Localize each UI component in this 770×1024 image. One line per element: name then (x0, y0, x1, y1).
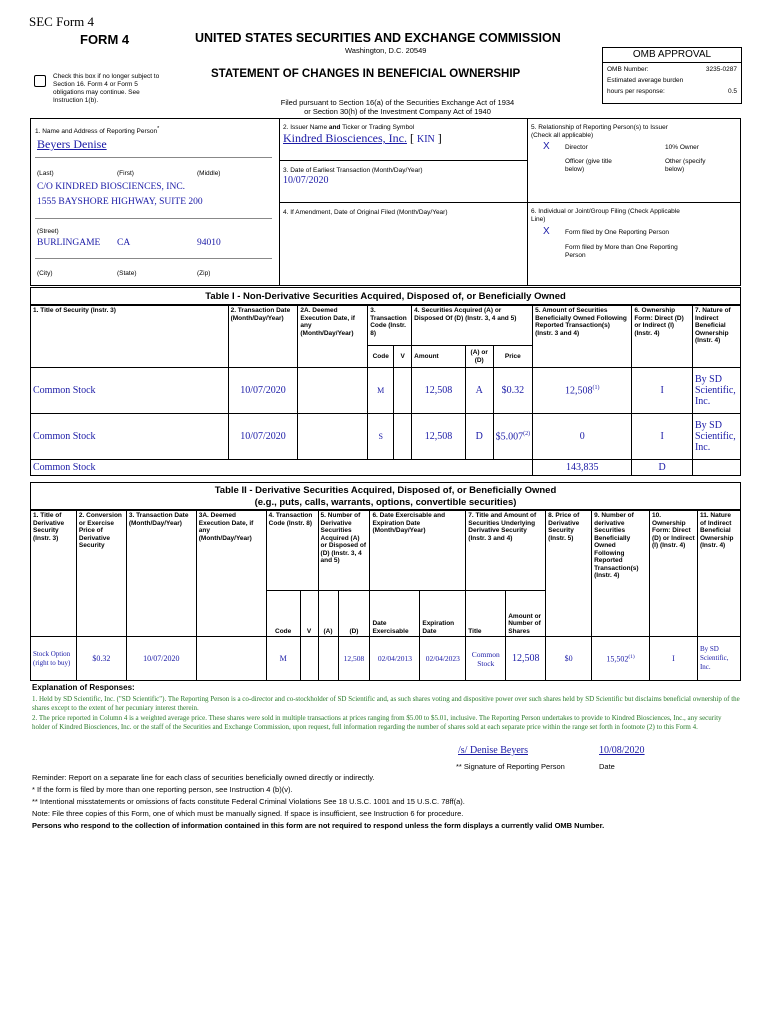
t1-h7: 7. Nature of Indirect Beneficial Ownership (Instr. 4) (692, 306, 740, 368)
t2-r0-a (318, 637, 338, 681)
table2-title: Table II - Derivative Securities Acquired, Disposed of, or Beneficially Owned (e.g., puts, calls, warrants, options, convertible securities) (30, 482, 741, 510)
reporting-person-name[interactable]: Beyers Denise (37, 137, 107, 151)
t1-r1-nature: By SD Scientific, Inc. (692, 414, 740, 460)
no-longer-subject-checkbox[interactable] (34, 75, 46, 87)
t2-h11: 11. Nature of Indirect Beneficial Ownership (Instr. 4) (697, 511, 740, 637)
t1-r0-date: 10/07/2020 (228, 368, 298, 414)
t1-r0-code: M (368, 368, 394, 414)
middle-label: (Middle) (197, 170, 221, 177)
t1-h1: 1. Title of Security (Instr. 3) (31, 306, 229, 368)
t2-h8: 8. Price of Derivative Security (Instr. 5) (546, 511, 592, 637)
omb-approval-box (602, 47, 742, 104)
table-row (31, 637, 741, 681)
t1-sub-ad: (A) or (D) (465, 346, 493, 368)
officer-label: Officer (give title below) (565, 158, 612, 173)
t2-r0-owned: 15,502$^{(1)}$ (592, 637, 650, 681)
t1-r0-amount: 12,508 (412, 368, 466, 414)
note-multiple: * If the form is filed by more than one reporting person, see Instruction 4 (b)(v). (32, 785, 293, 794)
director-mark[interactable]: X (543, 141, 550, 152)
t2-h9: 9. Number of derivative Securities Beneficially Owned Following Reported Transaction(s) (Instr. 4) (592, 511, 650, 637)
t2-r0-code: M (266, 637, 300, 681)
statement-title: STATEMENT OF CHANGES IN BENEFICIAL OWNERSHIP (211, 68, 521, 80)
t1-r0-owned: 12,508$^{(1)}$ (533, 368, 632, 414)
t2-sub-code: Code (266, 591, 300, 637)
t2-h3: 3. Transaction Date (Month/Day/Year) (126, 511, 196, 637)
t1-r1-amount: 12,508 (412, 414, 466, 460)
omb-number: 3235-0287 (705, 66, 737, 73)
last-label: (Last) (37, 170, 54, 177)
signature-date: 10/08/2020 (599, 745, 645, 756)
t1-sub-price: Price (493, 346, 533, 368)
t1-r0-v (394, 368, 412, 414)
footnote-2: 2. The price reported in Column 4 is a weighted average price. These shares were sold in multiple transactions at prices ranging from $5.00 to $5.01, inclusive. The Reporting Person undertakes to provide to Kindred Biosciences, Inc., any security holder of Kindred Biosciences, Inc. or the staff of the Securities and Exchange Commission, upon request, full information regarding the number of shares sold at each separate price within the range set forth in footnote (2) to this Form 4. (32, 714, 722, 731)
one-person-mark[interactable]: X (543, 226, 550, 237)
t2-r0-dprice: $0 (546, 637, 592, 681)
t2-sub-a: (A) (318, 591, 338, 637)
t1-r1-price: $5.007$^{(2)}$ (493, 414, 533, 460)
earliest-date: 10/07/2020 (283, 175, 329, 186)
t2-h10: 10. Ownership Form: Direct (D) or Indirect (I) (Instr. 4) (650, 511, 698, 637)
t1-h2: 2. Transaction Date (Month/Day/Year) (228, 306, 298, 368)
filed-pursuant: Filed pursuant to Section 16(a) of the Securities Exchange Act of 1934 or Section 30(h) of the Investment Company Act of 1940 (280, 98, 515, 116)
t1-r0-form: I (632, 368, 693, 414)
more-person-label: Form filed by More than One Reporting Person (565, 244, 678, 259)
t1-r1-code: S (368, 414, 394, 460)
t1-h3: 3. Transaction Code (Instr. 8) (368, 306, 412, 346)
t1-h6: 6. Ownership Form: Direct (D) or Indirect (I) (Instr. 4) (632, 306, 693, 368)
issuer-name-row: Kindred Biosciences, Inc. [ KIN ] (283, 131, 442, 145)
t2-r0-v (300, 637, 318, 681)
table2 (30, 510, 741, 681)
state-label: (State) (117, 270, 137, 277)
t1-r2-title: Common Stock (31, 460, 533, 476)
t2-sub-exp: Expiration Date (420, 591, 466, 637)
t1-h4: 4. Securities Acquired (A) or Disposed Of (D) (Instr. 3, 4 and 5) (412, 306, 533, 346)
omb-number-label: OMB Number: (607, 66, 649, 73)
agency-location: Washington, D.C. 20549 (345, 46, 427, 55)
t1-sub-amount: Amount (412, 346, 466, 368)
omb-burden-label: Estimated average burden (607, 77, 684, 84)
t2-sub-v: V (300, 591, 318, 637)
t1-h5: 5. Amount of Securities Beneficially Owned Following Reported Transaction(s) (Instr. 3 and 4) (533, 306, 632, 368)
t2-h3a: 3A. Deemed Execution Date, if any (Month/Day/Year) (196, 511, 266, 637)
note-misstatements: ** Intentional misstatements or omissions of facts constitute Federal Criminal Violations See 18 U.S.C. 1001 and 15 U.S.C. 78ff(a). (32, 797, 465, 806)
t2-sub-amount: Amount or Number of Shares (506, 591, 546, 637)
t1-r1-owned: 0 (533, 414, 632, 460)
t1-r0-nature: By SD Scientific, Inc. (692, 368, 740, 414)
note-copies: Note: File three copies of this Form, one of which must be manually signed. If space is insufficient, see Instruction 6 for procedure. (32, 809, 464, 818)
footnote-1: 1. Held by SD Scientific, Inc. ("SD Scientific"). The Reporting Person is a co-director and co-stockholder of SD Scientific and, as such shares voting and dispositive power over such shares held by SD Scientific but disclaims beneficial ownership of the shares except to the extent of her pecuniary interest therein. (32, 695, 740, 712)
t2-h6: 6. Date Exercisable and Expiration Date (Month/Day/Year) (370, 511, 466, 591)
t1-r0-title: Common Stock (31, 368, 229, 414)
t2-h7: 7. Title and Amount of Securities Underlying Derivative Security (Instr. 3 and 4) (466, 511, 546, 591)
t1-r2-owned: 143,835 (533, 460, 632, 476)
sec-form-label: SEC Form 4 (29, 14, 95, 29)
signature: /s/ Denise Beyers (458, 745, 528, 756)
form-label: FORM 4 (80, 32, 130, 47)
address-line-2: 1555 BAYSHORE HIGHWAY, SUITE 200 (37, 197, 203, 207)
t1-sub-code: Code (368, 346, 394, 368)
t2-h5: 5. Number of Derivative Securities Acquired (A) or Disposed of (D) (Instr. 3, 4 and 5) (318, 511, 370, 591)
t1-r1-date: 10/07/2020 (228, 414, 298, 460)
director-label: Director (565, 144, 588, 151)
first-label: (First) (117, 170, 134, 177)
t2-r0-exer: 02/04/2013 (370, 637, 420, 681)
t1-r1-ad: D (465, 414, 493, 460)
checkbox-text: Check this box if no longer subject to Section 16. Form 4 or Form 5 obligations may continue. See Instruction 1(b). (53, 73, 160, 104)
t2-r0-price: $0.32 (76, 637, 126, 681)
amendment-label: 4. If Amendment, Date of Original Filed (Month/Day/Year) (283, 209, 448, 216)
earliest-date-label: 3. Date of Earliest Transaction (Month/Day/Year) (283, 167, 423, 174)
reporting-person-label: 1. Name and Address of Reporting Person* (35, 126, 160, 136)
t1-r2-nature (692, 460, 740, 476)
t1-r0-ad: A (465, 368, 493, 414)
t1-r1-v (394, 414, 412, 460)
city-value: BURLINGAME (37, 238, 101, 248)
issuer-ticker: KIN (416, 134, 435, 145)
table-row (31, 368, 741, 414)
one-person-label: Form filed by One Reporting Person (565, 229, 670, 236)
zip-value: 94010 (197, 238, 221, 248)
t1-r2-form: D (632, 460, 693, 476)
t2-r0-title: Stock Option (right to buy) (31, 637, 77, 681)
omb-title: OMB APPROVAL (603, 48, 741, 63)
t2-r0-uamount: 12,508 (506, 637, 546, 681)
city-label: (City) (37, 270, 53, 277)
issuer-label: 2. Issuer Name and Ticker or Trading Symbol (283, 124, 415, 131)
t1-r0-price: $0.32 (493, 368, 533, 414)
t1-r1-deemed (298, 414, 368, 460)
street-label: (Street) (37, 228, 59, 235)
t1-r0-deemed (298, 368, 368, 414)
zip-label: (Zip) (197, 270, 211, 277)
state-value: CA (117, 238, 131, 248)
t2-sub-d: (D) (338, 591, 370, 637)
table-row (31, 414, 741, 460)
t2-sub-title: Title (466, 591, 506, 637)
note-reminder: Reminder: Report on a separate line for each class of securities beneficially owned directly or indirectly. (32, 773, 375, 782)
t1-r1-form: I (632, 414, 693, 460)
t2-r0-nature: By SD Scientific, Inc. (697, 637, 740, 681)
t1-h2a: 2A. Deemed Execution Date, if any (Month/Day/Year) (298, 306, 368, 368)
filing-type-label: 6. Individual or Joint/Group Filing (Check Applicable Line) (531, 208, 680, 223)
t2-h4: 4. Transaction Code (Instr. 8) (266, 511, 318, 591)
t2-r0-deemed (196, 637, 266, 681)
signature-label: ** Signature of Reporting Person (456, 762, 565, 771)
note-omb: Persons who respond to the collection of information contained in this form are not required to respond unless the form displays a currently valid OMB Number. (32, 821, 605, 830)
t2-r0-date: 10/07/2020 (126, 637, 196, 681)
t2-r0-exp: 02/04/2023 (420, 637, 466, 681)
relationship-label: 5. Relationship of Reporting Person(s) to Issuer (Check all applicable) (531, 124, 668, 139)
explanation-title: Explanation of Responses: (32, 683, 135, 692)
issuer-name[interactable]: Kindred Biosciences, Inc. (283, 131, 407, 145)
other-label: Other (specify below) (665, 158, 706, 173)
t1-sub-v: V (394, 346, 412, 368)
ten-pct-owner-label: 10% Owner (665, 144, 699, 151)
agency-name: UNITED STATES SECURITIES AND EXCHANGE COMMISSION (195, 31, 561, 45)
table1 (30, 305, 741, 476)
t2-h1: 1. Title of Derivative Security (Instr. 3) (31, 511, 77, 637)
t2-sub-exer: Date Exercisable (370, 591, 420, 637)
t2-r0-d: 12,508 (338, 637, 370, 681)
date-label: Date (599, 762, 615, 771)
table-row (31, 460, 741, 476)
omb-hours: 0.5 (727, 88, 737, 95)
t2-r0-utitle: Common Stock (466, 637, 506, 681)
table1-title: Table I - Non-Derivative Securities Acquired, Disposed of, or Beneficially Owned (30, 287, 741, 305)
omb-hours-label: hours per response: (607, 88, 665, 95)
t1-r1-title: Common Stock (31, 414, 229, 460)
t2-h2: 2. Conversion or Exercise Price of Derivative Security (76, 511, 126, 637)
t2-r0-form: I (650, 637, 698, 681)
address-line-1: C/O KINDRED BIOSCIENCES, INC. (37, 182, 186, 192)
